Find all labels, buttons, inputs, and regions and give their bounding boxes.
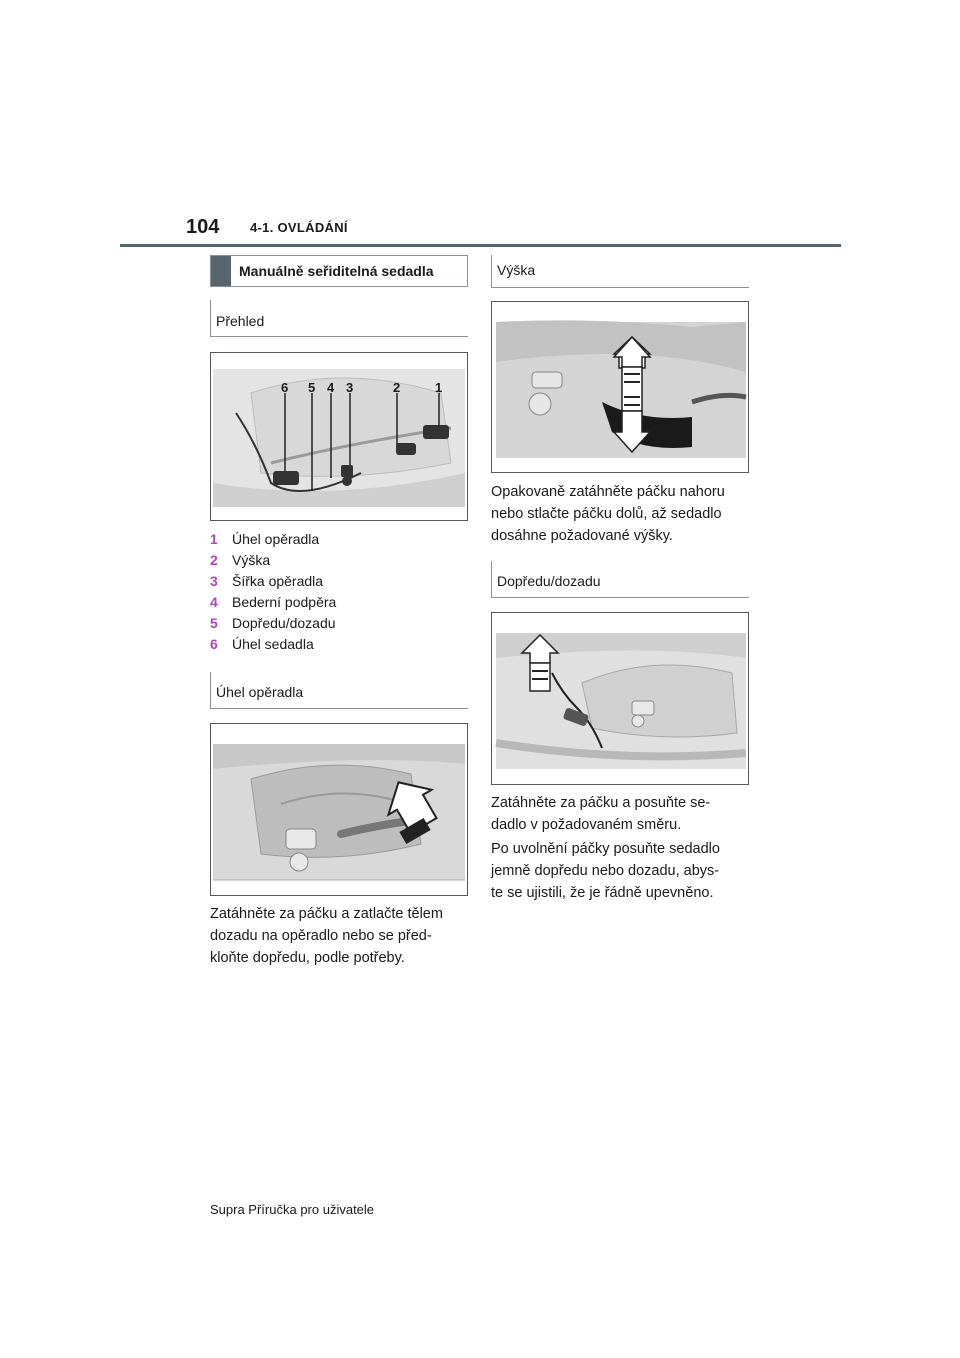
text-line: Zatáhněte za páčku a zatlačte tělem [210, 906, 443, 922]
height-instruction [491, 481, 725, 547]
overview-label-5: 5 [308, 380, 316, 395]
text-line: Po uvolnění páčky posuňte sedadlo [491, 841, 720, 857]
fore-aft-instruction-2 [491, 838, 720, 904]
text-line: nebo stlačte páčku dolů, až sedadlo [491, 506, 722, 522]
fore-aft-instruction-1 [491, 792, 710, 836]
backrest-angle-figure [210, 723, 468, 896]
legend-number: 4 [210, 594, 218, 610]
legend-item [210, 531, 336, 552]
legend-item [210, 615, 336, 636]
header-rule [120, 244, 841, 247]
legend-list [210, 531, 336, 657]
overview-label-3: 3 [346, 380, 354, 395]
backrest-rule [210, 708, 468, 709]
overview-rule [210, 336, 468, 337]
legend-number: 1 [210, 531, 218, 547]
text-line: dadlo v požadovaném směru. [491, 817, 682, 833]
legend-number: 3 [210, 573, 218, 589]
backrest-heading: Úhel opěradla [216, 684, 304, 700]
text-line: dosáhne požadované výšky. [491, 528, 673, 544]
fore-aft-figure [491, 612, 749, 785]
overview-label-1: 1 [435, 380, 443, 395]
legend-number: 2 [210, 552, 218, 568]
overview-label-2: 2 [393, 380, 401, 395]
subhead-marker-line [210, 672, 211, 709]
height-heading: Výška [497, 262, 536, 278]
overview-label-6: 6 [281, 380, 289, 395]
height-adjust-figure [491, 301, 749, 473]
subhead-marker-line [210, 300, 211, 337]
legend-number: 6 [210, 636, 218, 652]
fore-aft-heading: Dopředu/dozadu [497, 573, 601, 589]
overview-label-4: 4 [327, 380, 335, 395]
seat-overview-figure [210, 352, 468, 521]
legend-text: Úhel opěradla [232, 531, 320, 547]
legend-item [210, 636, 336, 657]
text-line: Opakovaně zatáhněte páčku nahoru [491, 484, 725, 500]
legend-text: Dopředu/dozadu [232, 615, 336, 631]
legend-item [210, 594, 336, 615]
legend-text: Šířka opěradla [232, 573, 324, 589]
text-line: kloňte dopředu, podle potřeby. [210, 950, 405, 966]
legend-number: 5 [210, 615, 218, 631]
subhead-marker-line [491, 561, 492, 598]
legend-text: Úhel sedadla [232, 636, 314, 652]
section-title: Manuálně seřiditelná sedadla [239, 263, 434, 279]
legend-text: Výška [232, 552, 271, 568]
height-rule [491, 287, 749, 288]
footer-text: Supra Příručka pro uživatele [210, 1202, 375, 1217]
legend-item [210, 552, 336, 573]
text-line: te se ujistili, že je řádně upevněno. [491, 885, 714, 901]
section-title-box [210, 255, 468, 287]
text-line: jemně dopředu nebo dozadu, abys- [491, 863, 720, 879]
section-header: 4-1. OVLÁDÁNÍ [250, 220, 348, 235]
overview-heading: Přehled [216, 313, 265, 329]
backrest-instruction [210, 903, 443, 969]
page-number: 104 [186, 216, 220, 238]
legend-text: Bederní podpěra [232, 594, 337, 610]
fore-aft-rule [491, 597, 749, 598]
text-line: Zatáhněte za páčku a posuňte se- [491, 795, 711, 811]
subhead-marker-line [491, 255, 492, 287]
legend-item [210, 573, 336, 594]
text-line: dozadu na opěradlo nebo se před- [210, 928, 432, 944]
title-tab-marker [211, 256, 231, 286]
